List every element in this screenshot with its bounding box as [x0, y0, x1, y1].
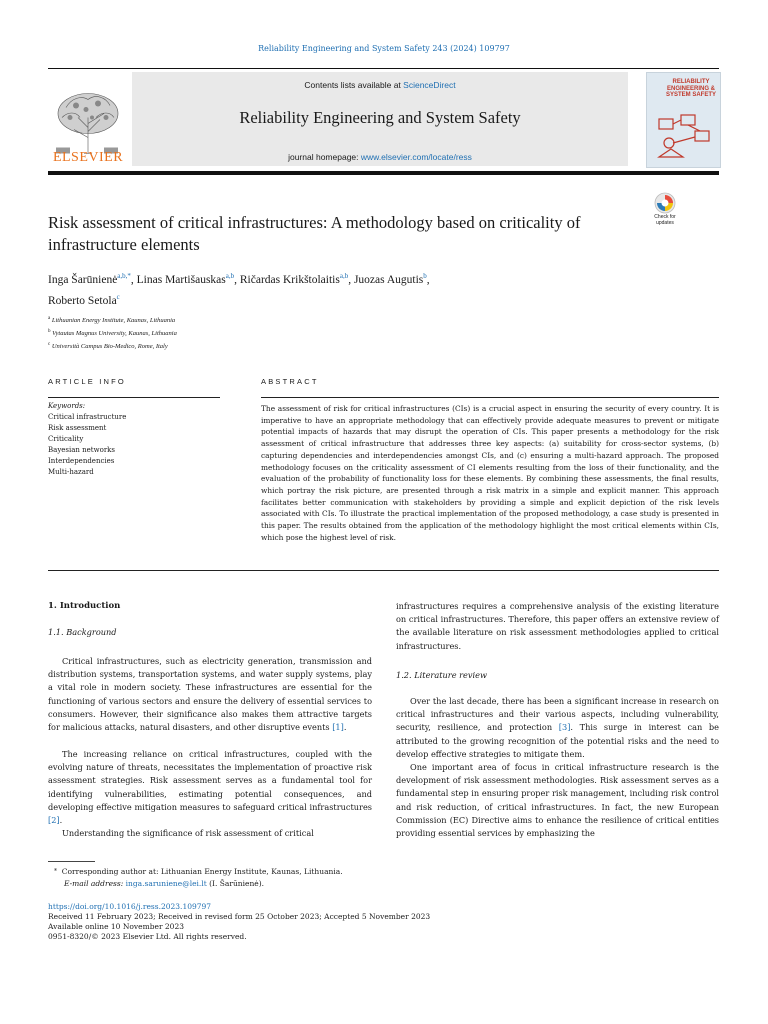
- header-bottom-rule: [48, 171, 719, 175]
- abstract-text: The assessment of risk for critical infrastructures (CIs) is a crucial aspect in ensuring the security of every country. It is imperative to have an appropriate methodology that can effectively provide adequate measures to prevent or mitigate potential impacts of hazards that may disrupt the operation of CIs. This paper presents a methodology for the risk assessment of critical infrastructure that addresses three key aspects: (a) suitability for cross-sector systems, (b) capturing dependencies and interdependencies amongst CIs, and (c) ensuring a multi-hazard approach. The proposed methodology focuses on the criticality assessment of CI elements resulting from the loss of their functionality, and the evaluation of the probability of functionality loss for these elements. By combining these assessments, the final results, which portray the risk picture, are presented through a risk matrix in a simple and explicit manner. This approach facilitates better communication with stakeholders by providing a simple and explicit depiction of the risk levels associated with CIs. To illustrate the practical implementation of the proposed methodology, a case study is presented in this paper. The results obtained from the application of the methodology highlight the most critical elements within CIs, which pose the highest level of risk.: [261, 404, 719, 542]
- article-info-rule: [48, 397, 220, 398]
- keyword-item: Criticality: [48, 435, 84, 443]
- affiliation-text: Università Campus Bio-Medico, Rome, Italy: [51, 343, 168, 351]
- author-name: Inga Šarūnienė: [48, 273, 118, 286]
- affiliation-item: [48, 326, 177, 339]
- elsevier-wordmark: ELSEVIER: [52, 150, 124, 165]
- author-name: Juozas Augutis: [353, 273, 424, 286]
- paragraph-text: Over the last decade, there has been a significant increase in research on critical infrastructures and their various aspects, including vulnerability, security, resilience, and protection: [396, 696, 719, 733]
- keywords-label: Keywords:: [48, 402, 86, 410]
- footnote-rule: [48, 861, 95, 862]
- citation-link[interactable]: [2]: [48, 815, 60, 826]
- paragraph: The increasing reliance on critical infrastructures, coupled with the evolving nature of threats, necessitates the implementation of proactive risk assessment strategies. Risk assessment serves as a fundamental tool for identifying vulnerabilities, estimating potential consequences, and developing effective mitigation measures to safeguard critical infrastructures [2].: [48, 749, 372, 826]
- author-name: Linas Martišauskas: [136, 273, 226, 286]
- affiliation-item: [48, 313, 177, 326]
- section-1-2-title: 1.2. Literature review: [396, 670, 487, 680]
- email-suffix: (I. Šarūnienė).: [209, 879, 265, 888]
- journal-title: Reliability Engineering and System Safety: [239, 108, 521, 127]
- author-affiliation-marker[interactable]: a,b: [339, 272, 349, 280]
- email-label: E-mail address:: [64, 879, 124, 888]
- front-matter-rule: [48, 570, 719, 571]
- citation-link[interactable]: [1]: [332, 722, 344, 733]
- affiliation-marker: b: [48, 329, 51, 335]
- keywords-list: [48, 412, 126, 478]
- author-affiliation-marker[interactable]: a,b,*: [117, 272, 131, 280]
- citation-link[interactable]: [3]: [558, 722, 571, 733]
- section-1-1-title: 1.1. Background: [48, 627, 117, 637]
- affiliation-text: Vytautas Magnus University, Kaunas, Lithuania: [52, 330, 177, 338]
- paper-title: Risk assessment of critical infrastructures: A methodology based on criticality of infrastructure elements: [48, 213, 581, 254]
- contents-line: [132, 80, 628, 90]
- paragraph: [396, 695, 719, 761]
- check-updates-label: Check for updates: [654, 214, 676, 226]
- contents-prefix: Contents lists available at: [304, 80, 404, 90]
- paragraph-text: The increasing reliance on critical infrastructures, coupled with the evolving nature of threats, necessitates the implementation of proactive risk assessment strategies. Risk assessment serves as a fundamental tool for identifying vulnerabilities, estimating potential consequences, and developing effective mitigation measures to safeguard critical infrastructures: [48, 749, 372, 812]
- paragraph: One important area of focus in critical infrastructure research is the development of risk assessment methodologies. Risk assessment serves as a fundamental step in ensuring proper risk management, including risk control and risk reduction, of critical infrastructures. In fact, the new European Commission (EC) Directive aims to enhance the resilience of critical entities providing essential services by emphasizing the: [396, 762, 719, 839]
- keyword-item: Interdependencies: [48, 457, 115, 465]
- paragraph: Understanding the significance of risk assessment of critical: [62, 828, 314, 838]
- header-top-rule: [48, 68, 719, 69]
- abstract-heading: ABSTRACT: [261, 377, 319, 386]
- email-line: [48, 878, 343, 890]
- online-line: Available online 10 November 2023: [48, 922, 184, 931]
- paragraph: Critical infrastructures, such as electricity generation, transmission and distribution systems, transportation systems, and water supply systems, play a vital role in modern society. These infrastructures are essential for the functioning of various sectors and ensure the delivery of essential services to consumers. However, their significance also makes them attractive targets for malicious attacks, natural disasters, and other disruptive events [1].: [48, 656, 372, 733]
- cover-title: RELIABILITY ENGINEERING & SYSTEM SAFETY: [665, 79, 716, 98]
- affiliations: [48, 313, 177, 352]
- asterisk-marker: *: [54, 868, 57, 875]
- affiliation-marker: c: [48, 342, 51, 348]
- doi-link[interactable]: https://doi.org/10.1016/j.ress.2023.109797: [48, 902, 212, 911]
- footnotes: [48, 866, 343, 890]
- author-list: Inga Šarūnienė$^{a,b,*}$, Linas Martišauskas$^{a,b}$, Ričardas Krikštolaitis$^{a,b}$, Juozas Augutis$^b$, Roberto Setola$^c$: [48, 272, 430, 307]
- section-1-title: 1. Introduction: [48, 601, 121, 611]
- journal-cover-image: [646, 72, 721, 168]
- keyword-item: Bayesian networks: [48, 446, 116, 454]
- abstract-rule: [261, 397, 719, 398]
- keyword-item: Multi-hazard: [48, 468, 94, 476]
- check-for-updates-button[interactable]: [646, 192, 684, 232]
- author-affiliation-marker[interactable]: a,b: [225, 272, 235, 280]
- author-name: Ričardas Krikštolaitis: [239, 273, 340, 286]
- publication-info: [48, 902, 430, 942]
- keyword-item: Critical infrastructure: [48, 413, 127, 421]
- sciencedirect-link[interactable]: ScienceDirect: [403, 80, 456, 90]
- check-updates-icon: [654, 192, 676, 216]
- dates-line: Received 11 February 2023; Received in revised form 25 October 2023; Accepted 5 November 2023: [48, 912, 431, 921]
- corresponding-text: Corresponding author at: Lithuanian Energy Institute, Kaunas, Lithuania.: [61, 867, 343, 876]
- author-affiliation-marker[interactable]: b: [423, 272, 427, 280]
- email-link[interactable]: inga.saruniene@lei.lt: [125, 879, 207, 888]
- cover-illustration: [655, 113, 713, 161]
- homepage-line: [132, 152, 628, 162]
- author-name: Roberto Setola: [48, 294, 117, 307]
- article-info-heading: ARTICLE INFO: [48, 377, 126, 386]
- affiliation-marker: a: [48, 316, 51, 321]
- keyword-item: Risk assessment: [48, 424, 107, 432]
- affiliation-text: Lithuanian Energy Institute, Kaunas, Lithuania: [51, 317, 176, 325]
- homepage-link[interactable]: www.elsevier.com/locate/ress: [360, 152, 472, 162]
- paragraph-text: . This surge in interest can be attributed to the growing recognition of the potential risks and the need to develop effective strategies to mitigate them.: [396, 722, 719, 759]
- corresponding-author-note: [48, 866, 343, 878]
- journal-citation[interactable]: Reliability Engineering and System Safety 243 (2024) 109797: [258, 44, 510, 53]
- author-affiliation-marker[interactable]: c: [116, 292, 120, 301]
- paragraph-text: Critical infrastructures, such as electricity generation, transmission and distribution systems, transportation systems, and water supply systems, play a vital role in modern society. These infrastructures are essential for the functioning of various sectors and ensure the delivery of essential services to consumers. However, their significance also makes them attractive targets for malicious attacks, natural disasters, and other disruptive events: [48, 656, 372, 733]
- copyright-line: 0951-8320/© 2023 Elsevier Ltd. All rights reserved.: [48, 932, 247, 941]
- homepage-prefix: journal homepage:: [288, 152, 361, 162]
- affiliation-item: [48, 339, 177, 352]
- paragraph: infrastructures requires a comprehensive analysis of the existing literature on critical infrastructures. Therefore, this paper offers an extensive review of the available literature on risk assessment methodologies applied to critical infrastructures.: [396, 601, 719, 651]
